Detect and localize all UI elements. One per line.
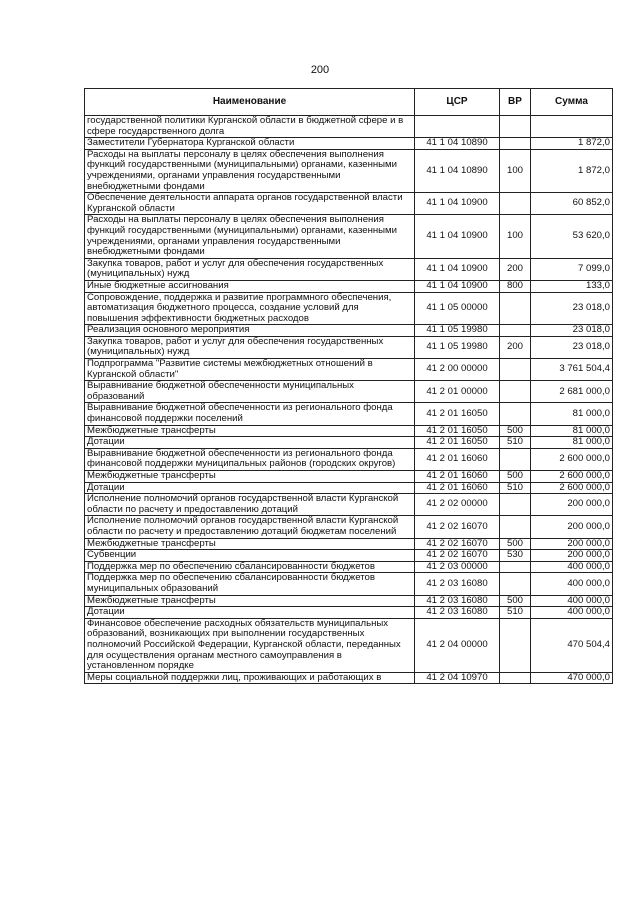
cell-sum: 81 000,0 [531,437,613,449]
cell-csr: 41 2 01 16050 [415,425,500,437]
cell-vr [500,359,531,381]
cell-csr: 41 1 04 10900 [415,258,500,280]
cell-csr: 41 2 02 16070 [415,516,500,538]
cell-name: Исполнение полномочий органов государственной власти Курганской области по расчету и предоставлению дотаций бюджетам поселений [85,516,415,538]
cell-vr [500,448,531,470]
cell-sum: 470 504,4 [531,618,613,672]
cell-vr [500,381,531,403]
cell-vr: 500 [500,595,531,607]
cell-csr: 41 1 05 00000 [415,292,500,325]
table-row [85,538,613,550]
cell-csr: 41 2 04 10970 [415,672,500,684]
cell-csr: 41 2 03 16080 [415,573,500,595]
table-header-row [85,89,613,116]
cell-name: Выравнивание бюджетной обеспеченности муниципальных образований [85,381,415,403]
cell-csr: 41 1 04 10890 [415,149,500,192]
cell-vr [500,292,531,325]
cell-vr [500,116,531,138]
cell-vr: 510 [500,482,531,494]
page-number: 200 [310,64,330,76]
cell-sum: 400 000,0 [531,595,613,607]
table-row [85,336,613,358]
cell-name: Закупка товаров, работ и услуг для обеспечения государственных (муниципальных) нужд [85,258,415,280]
table-row [85,672,613,684]
cell-name: Иные бюджетные ассигнования [85,280,415,292]
table-row [85,138,613,150]
cell-name: Поддержка мер по обеспечению сбалансированности бюджетов [85,561,415,573]
table-row [85,258,613,280]
cell-vr: 800 [500,280,531,292]
table-row [85,381,613,403]
cell-name: Дотации [85,482,415,494]
cell-name: Дотации [85,437,415,449]
cell-vr: 500 [500,538,531,550]
cell-csr: 41 2 03 16080 [415,595,500,607]
cell-vr: 530 [500,550,531,562]
cell-sum: 81 000,0 [531,425,613,437]
cell-csr: 41 1 04 10890 [415,138,500,150]
cell-name: Исполнение полномочий органов государственной власти Курганской области по расчету и предоставлению дотаций [85,494,415,516]
cell-csr [415,116,500,138]
cell-vr [500,403,531,425]
table-row [85,149,613,192]
budget-table [84,88,613,684]
table-row [85,425,613,437]
cell-vr [500,494,531,516]
table-row [85,116,613,138]
cell-sum: 200 000,0 [531,538,613,550]
table-row [85,359,613,381]
cell-name: Меры социальной поддержки лиц, проживающих и работающих в [85,672,415,684]
cell-name: государственной политики Курганской области в бюджетной сфере и в сфере государственного долга [85,116,415,138]
table-body [85,116,613,684]
cell-vr: 200 [500,336,531,358]
cell-vr [500,325,531,337]
cell-sum: 200 000,0 [531,516,613,538]
cell-vr: 200 [500,258,531,280]
header-sum: Сумма [531,89,613,116]
table-row [85,561,613,573]
cell-name: Межбюджетные трансферты [85,538,415,550]
cell-name: Подпрограмма "Развитие системы межбюджетных отношений в Курганской области" [85,359,415,381]
cell-sum: 2 681 000,0 [531,381,613,403]
cell-sum: 2 600 000,0 [531,482,613,494]
cell-csr: 41 2 01 00000 [415,381,500,403]
cell-sum: 53 620,0 [531,215,613,258]
cell-name: Сопровождение, поддержка и развитие программного обеспечения, автоматизация бюджетного процесса, создание условий для повышения эффективности бюджетных расходов [85,292,415,325]
cell-name: Выравнивание бюджетной обеспеченности из регионального фонда финансовой поддержки поселений [85,403,415,425]
header-vr: ВР [500,89,531,116]
cell-name: Дотации [85,607,415,619]
cell-name: Реализация основного мероприятия [85,325,415,337]
table-row [85,403,613,425]
cell-vr [500,561,531,573]
table-row [85,618,613,672]
table-row [85,292,613,325]
cell-csr: 41 2 03 00000 [415,561,500,573]
cell-sum: 1 872,0 [531,149,613,192]
table-row [85,482,613,494]
cell-sum: 1 872,0 [531,138,613,150]
cell-vr [500,672,531,684]
cell-csr: 41 2 04 00000 [415,618,500,672]
cell-vr [500,138,531,150]
cell-name: Межбюджетные трансферты [85,471,415,483]
cell-csr: 41 2 01 16050 [415,437,500,449]
cell-sum: 7 099,0 [531,258,613,280]
cell-sum: 23 018,0 [531,292,613,325]
cell-vr [500,516,531,538]
table-row [85,595,613,607]
cell-csr: 41 1 04 10900 [415,193,500,215]
cell-csr: 41 2 01 16060 [415,448,500,470]
cell-vr [500,618,531,672]
table-row [85,448,613,470]
table-row [85,215,613,258]
cell-csr: 41 2 01 16060 [415,482,500,494]
cell-sum: 470 000,0 [531,672,613,684]
cell-vr [500,193,531,215]
cell-vr: 100 [500,215,531,258]
cell-csr: 41 1 04 10900 [415,215,500,258]
table-row [85,550,613,562]
cell-vr: 100 [500,149,531,192]
cell-vr: 500 [500,425,531,437]
cell-sum: 23 018,0 [531,336,613,358]
cell-name: Финансовое обеспечение расходных обязательств муниципальных образований, возникающих при выполнении государственных полномочий Российской Федерации, Курганской области, переданных для осуществления органам местного самоуправления в установленном порядке [85,618,415,672]
cell-csr: 41 2 02 16070 [415,550,500,562]
cell-sum: 60 852,0 [531,193,613,215]
cell-csr: 41 2 02 16070 [415,538,500,550]
cell-name: Поддержка мер по обеспечению сбалансированности бюджетов муниципальных образований [85,573,415,595]
cell-csr: 41 2 00 00000 [415,359,500,381]
cell-sum: 81 000,0 [531,403,613,425]
cell-sum: 2 600 000,0 [531,448,613,470]
cell-vr: 510 [500,607,531,619]
cell-csr: 41 2 01 16050 [415,403,500,425]
table-row [85,494,613,516]
table-row [85,471,613,483]
cell-name: Субвенции [85,550,415,562]
cell-csr: 41 1 05 19980 [415,325,500,337]
cell-sum: 200 000,0 [531,494,613,516]
cell-name: Расходы на выплаты персоналу в целях обеспечения выполнения функций государственными (муниципальными) органами, казенными учреждениями, органами управления государственными внебюджетными фондами [85,149,415,192]
table-row [85,280,613,292]
cell-sum: 400 000,0 [531,573,613,595]
cell-csr: 41 2 02 00000 [415,494,500,516]
cell-sum: 133,0 [531,280,613,292]
cell-vr: 510 [500,437,531,449]
table-row [85,325,613,337]
cell-csr: 41 1 05 19980 [415,336,500,358]
table-row [85,437,613,449]
table-row [85,193,613,215]
header-name: Наименование [85,89,415,116]
cell-csr: 41 2 01 16060 [415,471,500,483]
cell-sum: 23 018,0 [531,325,613,337]
cell-sum: 2 600 000,0 [531,471,613,483]
cell-name: Обеспечение деятельности аппарата органов государственной власти Курганской области [85,193,415,215]
cell-name: Заместители Губернатора Курганской области [85,138,415,150]
cell-sum [531,116,613,138]
table-row [85,607,613,619]
cell-vr: 500 [500,471,531,483]
cell-sum: 3 761 504,4 [531,359,613,381]
cell-sum: 400 000,0 [531,561,613,573]
cell-name: Закупка товаров, работ и услуг для обеспечения государственных (муниципальных) нужд [85,336,415,358]
cell-sum: 200 000,0 [531,550,613,562]
cell-name: Выравнивание бюджетной обеспеченности из регионального фонда финансовой поддержки муниципальных районов (городских округов) [85,448,415,470]
table-row [85,573,613,595]
cell-name: Межбюджетные трансферты [85,425,415,437]
cell-name: Межбюджетные трансферты [85,595,415,607]
header-csr: ЦСР [415,89,500,116]
table-row [85,516,613,538]
cell-name: Расходы на выплаты персоналу в целях обеспечения выполнения функций государственными (муниципальными) органами, казенными учреждениями, органами управления государственными внебюджетными фондами [85,215,415,258]
cell-csr: 41 1 04 10900 [415,280,500,292]
cell-csr: 41 2 03 16080 [415,607,500,619]
cell-vr [500,573,531,595]
cell-sum: 400 000,0 [531,607,613,619]
